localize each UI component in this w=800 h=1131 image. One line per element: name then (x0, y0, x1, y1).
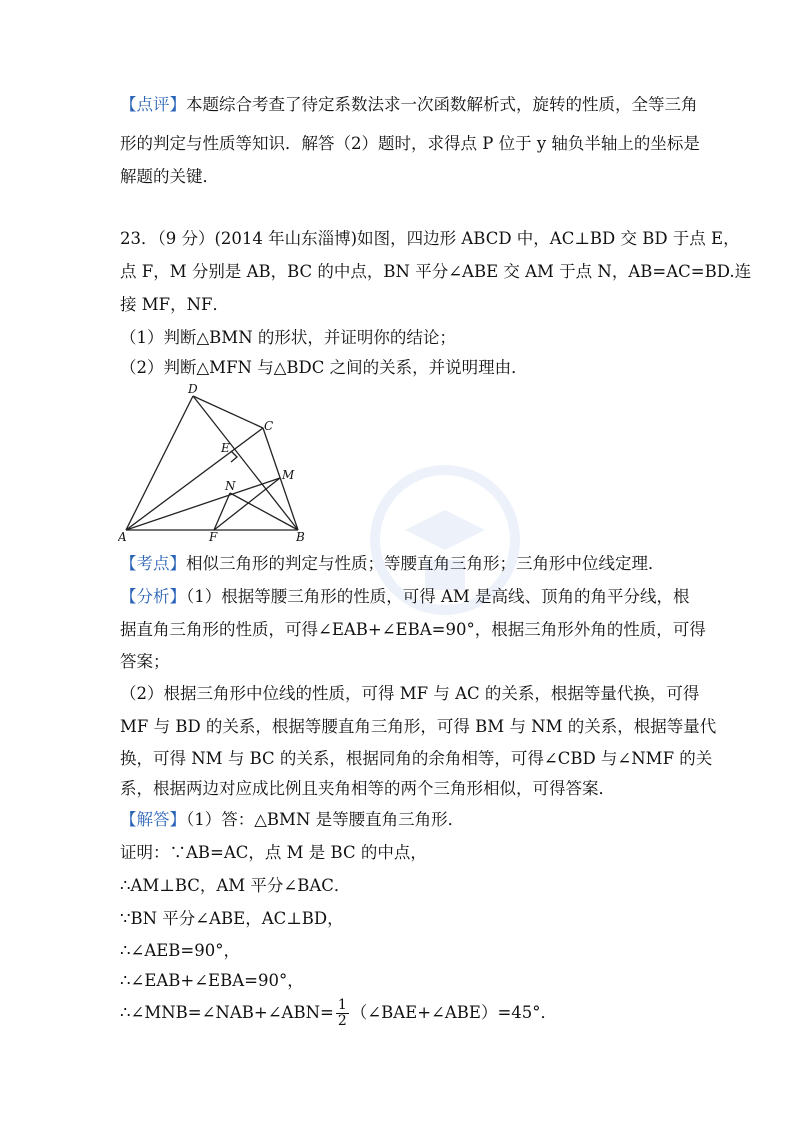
comment-line-2: 形的判定与性质等知识．解答（2）题时，求得点 P 位于 y 轴负半轴上的坐标是 (120, 134, 700, 153)
fenxi-line-5: MF 与 BD 的关系，根据等腰直角三角形，可得 BM 与 NM 的关系，根据等量代 (120, 717, 717, 736)
label-D: D (188, 382, 198, 396)
label-E: E (221, 441, 230, 455)
segment-AC (126, 428, 263, 530)
geometry-figure (118, 380, 318, 545)
segment-FM (214, 478, 280, 530)
label-A: A (118, 530, 127, 544)
jieda-line-6: ∴∠EAB+∠EBA=90°， (120, 971, 304, 990)
problem-line-2: 点 F，M 分别是 AB，BC 的中点，BN 平分∠ABE 交 AM 于点 N，AB=AC=BD.连 (120, 262, 752, 281)
jieda-line-3: ∴AM⊥BC，AM 平分∠BAC． (120, 876, 351, 895)
comment-line-3: 解题的关键． (120, 167, 219, 186)
jieda-line-4: ∵BN 平分∠ABE，AC⊥BD， (120, 909, 344, 928)
jieda-line-2: 证明：∵AB=AC，点 M 是 BC 的中点， (120, 843, 427, 862)
jieda-tag: 【解答】 (120, 810, 186, 829)
fenxi-line-3: 答案； (120, 652, 170, 671)
fenxi-line-2: 据直角三角形的性质，可得∠EAB+∠EBA=90°，根据三角形外角的性质，可得 (120, 620, 706, 639)
question-2: （2）判断△MFN 与△BDC 之间的关系，并说明理由． (120, 358, 528, 377)
label-B: B (296, 530, 305, 544)
question-1: （1）判断△BMN 的形状，并证明你的结论； (120, 328, 456, 347)
fenxi-line-4: （2）根据三角形中位线的性质，可得 MF 与 AC 的关系，根据等量代换，可得 (120, 684, 700, 703)
problem-line-3: 接 MF，NF． (120, 295, 229, 314)
right-angle-mark (231, 451, 237, 462)
kaodian-tag: 【考点】 (120, 554, 186, 573)
fraction-one-half: $\frac{1}{2}$ (337, 997, 347, 1029)
watermark-logo (355, 440, 535, 640)
fenxi-line-7: 系，根据两边对应成比例且夹角相等的两个三角形相似，可得答案． (120, 779, 615, 798)
fenxi-line-1: 【分析】（1）根据等腰三角形的性质，可得 AM 是高线、顶角的角平分线，根 (120, 587, 690, 606)
label-N: N (225, 479, 236, 493)
label-C: C (264, 419, 274, 433)
fenxi-tag: 【分析】 (120, 587, 186, 606)
jieda-line-1: 【解答】（1）答：△BMN 是等腰直角三角形． (120, 810, 465, 829)
segment-AM (126, 478, 280, 530)
kaodian-line: 【考点】相似三角形的判定与性质；等腰直角三角形；三角形中位线定理． (120, 554, 665, 573)
fenxi-line-6: 换，可得 NM 与 BC 的关系，根据同角的余角相等，可得∠CBD 与∠NMF 的关 (120, 749, 713, 768)
segment-AD (126, 396, 193, 530)
comment-line-1: 【点评】本题综合考查了待定系数法求一次函数解析式，旋转的性质，全等三角 (120, 95, 698, 114)
segment-DC (193, 396, 263, 428)
label-M: M (282, 468, 295, 482)
comment-tag: 【点评】 (120, 95, 186, 114)
problem-line-1: 23．（9 分）(2014 年山东淄博)如图，四边形 ABCD 中，AC⊥BD 交 BD 于点 E， (120, 229, 740, 248)
segment-DB (193, 396, 298, 530)
jieda-line-7: ∴∠MNB=∠NAB+∠ABN= $\frac{1}{2}$ （∠BAE+∠ABE）=45°． (120, 997, 558, 1029)
label-F: F (209, 530, 218, 544)
jieda-line-5: ∴∠AEB=90°， (120, 941, 240, 960)
